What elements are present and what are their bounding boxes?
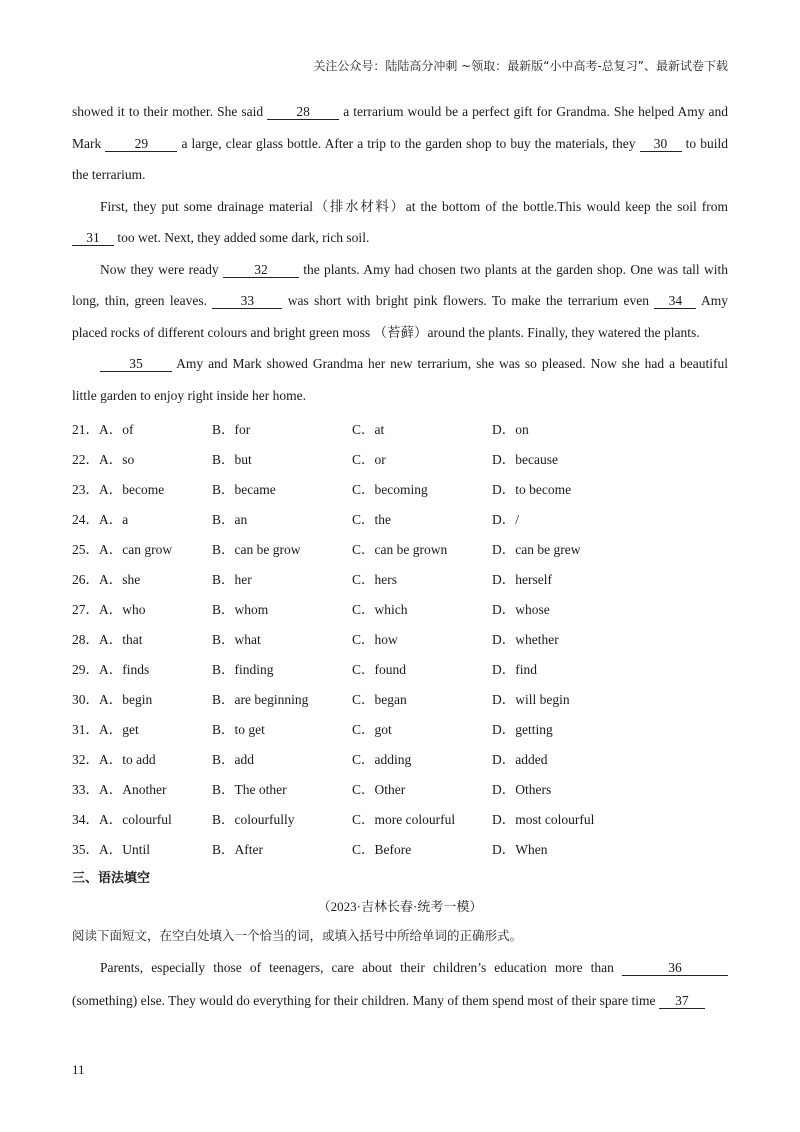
option-row-23: 23．A．become B．became C．becoming D．to become: [72, 482, 572, 497]
page-number: 11: [72, 1062, 85, 1077]
passage-paragraph-3: Now they were ready 32 the plants. Amy had chosen two plants at the garden shop. One was tall with long, thin, green leaves. 33 was short with bright pink flowers. To make the terrarium even 34 Amy placed rocks of different colours and bright green moss （苔藓）around the plants. Finally, they watered the plants.: [72, 261, 728, 340]
blank-35: 35: [100, 356, 172, 372]
blank-28: 28: [267, 104, 339, 120]
option-row-26: 26．A．she B．her C．hers D．herself: [72, 572, 552, 587]
blank-32: 32: [223, 262, 299, 278]
passage-paragraph-1: showed it to their mother. She said 28 a terrarium would be a perfect gift for Grandma. She helped Amy and Mark 29 a large, clear glass bottle. After a trip to the garden shop to buy the materials, they 30 to build the terrarium.: [72, 104, 728, 182]
blank-33: 33: [212, 293, 282, 309]
options-list: [72, 413, 728, 863]
blank-34: 34: [654, 293, 696, 309]
page-header: 关注公众号：陆陆高分冲刺 ~领取：最新版“小中高考-总复习”、最新试卷下载: [313, 59, 728, 73]
option-row-34: 34．A．colourful B．colourfully C．more colourful D．most colourful: [72, 812, 595, 827]
blank-31: 31: [72, 230, 114, 246]
option-row-32: 32．A．to add B．add C．adding D．added: [72, 752, 548, 767]
option-row-22: 22．A．so B．but C．or D．because: [72, 452, 558, 467]
option-row-33: 33．A．Another B．The other C．Other D．Others: [72, 782, 552, 797]
passage-paragraph-2: First, they put some drainage material（排水材料）at the bottom of the bottle.This would keep the soil from 31 too wet. Next, they added some dark, rich soil.: [72, 191, 728, 254]
option-row-31: 31．A．get B．to get C．got D．getting: [72, 722, 553, 737]
section-title: 三、语法填空: [72, 871, 151, 886]
option-row-30: 30．A．begin B．are beginning C．began D．will begin: [72, 692, 570, 707]
option-row-28: 28．A．that B．what C．how D．whether: [72, 632, 559, 647]
option-row-35: 35．A．Until B．After C．Before D．When: [72, 842, 548, 857]
option-row-29: 29．A．finds B．finding C．found D．find: [72, 662, 537, 677]
blank-36: 36: [622, 960, 728, 976]
blank-29: 29: [105, 136, 177, 152]
section-instruction: 阅读下面短文，在空白处填入一个恰当的词，或填入括号中所给单词的正确形式。: [72, 928, 523, 943]
option-row-21: 21．A．of B．for C．at D．on: [72, 422, 529, 437]
passage-paragraph-4: 35 Amy and Mark showed Grandma her new terrarium, she was so pleased. Now she had a beautiful little garden to enjoy right inside her home.: [72, 356, 728, 403]
grammar-paragraph-1: Parents, especially those of teenagers, care about their children’s education more than 36 (something) else. They would do everything for their children. Many of them spend most of their spare time 37: [72, 951, 728, 1017]
option-row-25: 25．A．can grow B．can be grow C．can be grown D．can be grew: [72, 542, 581, 557]
document-body: [72, 96, 728, 1017]
blank-37: 37: [659, 993, 705, 1009]
option-row-27: 27．A．who B．whom C．which D．whose: [72, 602, 550, 617]
section-source: （2023·吉林长春·统考一模）: [317, 899, 483, 914]
blank-30: 30: [640, 136, 682, 152]
option-row-24: 24．A．a B．an C．the D．/: [72, 512, 519, 527]
